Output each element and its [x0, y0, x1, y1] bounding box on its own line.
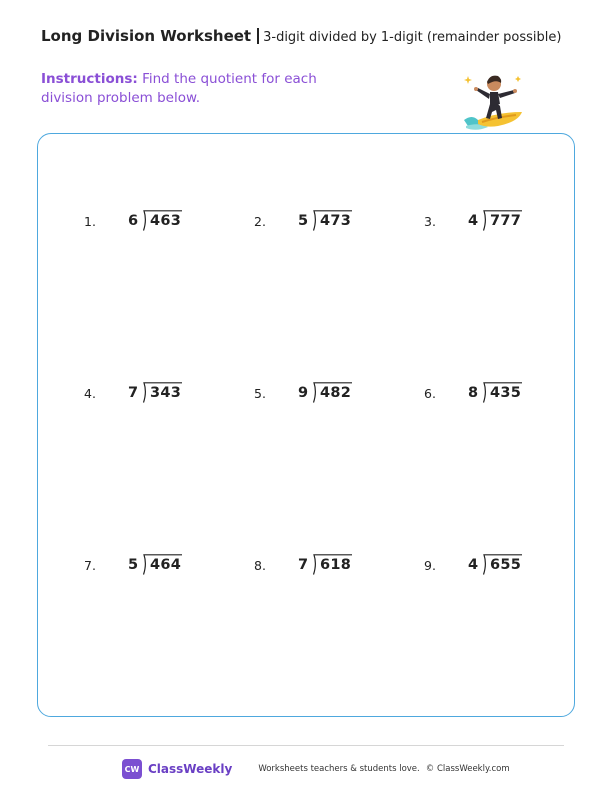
footer	[122, 758, 510, 780]
page-title	[41, 27, 561, 45]
brand-name: ClassWeekly	[148, 762, 233, 776]
problem-number: 7.	[84, 558, 96, 573]
divisor: 8	[468, 385, 479, 401]
worksheet-subtitle: 3-digit divided by 1-digit (remainder possible)	[263, 30, 562, 45]
dividend: 655	[490, 557, 522, 573]
problem-number: 3.	[424, 214, 436, 229]
problem-number: 4.	[84, 386, 96, 401]
problem-number: 8.	[254, 558, 266, 573]
divisor: 4	[468, 213, 479, 229]
footer-copyright: © ClassWeekly.com	[425, 764, 510, 774]
footer-tagline: Worksheets teachers & students love.	[258, 764, 420, 774]
divisor: 5	[128, 557, 139, 573]
dividend: 777	[490, 213, 522, 229]
title-separator	[257, 28, 259, 44]
divisor: 9	[298, 385, 309, 401]
problem-number: 5.	[254, 386, 266, 401]
dividend: 435	[490, 385, 522, 401]
divisor: 7	[128, 385, 139, 401]
logo-abbrev: CW	[124, 764, 140, 774]
dividend: 473	[320, 213, 352, 229]
footer-divider	[48, 745, 564, 746]
dividend: 464	[150, 557, 182, 573]
dividend: 482	[320, 385, 352, 401]
divisor: 4	[468, 557, 479, 573]
worksheet-title: Long Division Worksheet	[41, 27, 252, 45]
instructions-label: Instructions:	[41, 71, 138, 87]
problem-number: 1.	[84, 214, 96, 229]
dividend: 463	[150, 213, 182, 229]
instructions-text: Find the quotient for each division problem below.	[41, 71, 317, 106]
divisor: 5	[298, 213, 309, 229]
divisor: 7	[298, 557, 309, 573]
classweekly-logo-icon	[122, 759, 142, 779]
surfer-illustration-icon	[458, 62, 530, 136]
problem-number: 9.	[424, 558, 436, 573]
instructions	[41, 70, 361, 108]
problem-number: 6.	[424, 386, 436, 401]
dividend: 343	[150, 385, 182, 401]
divisor: 6	[128, 213, 139, 229]
dividend: 618	[320, 557, 352, 573]
problem-number: 2.	[254, 214, 266, 229]
